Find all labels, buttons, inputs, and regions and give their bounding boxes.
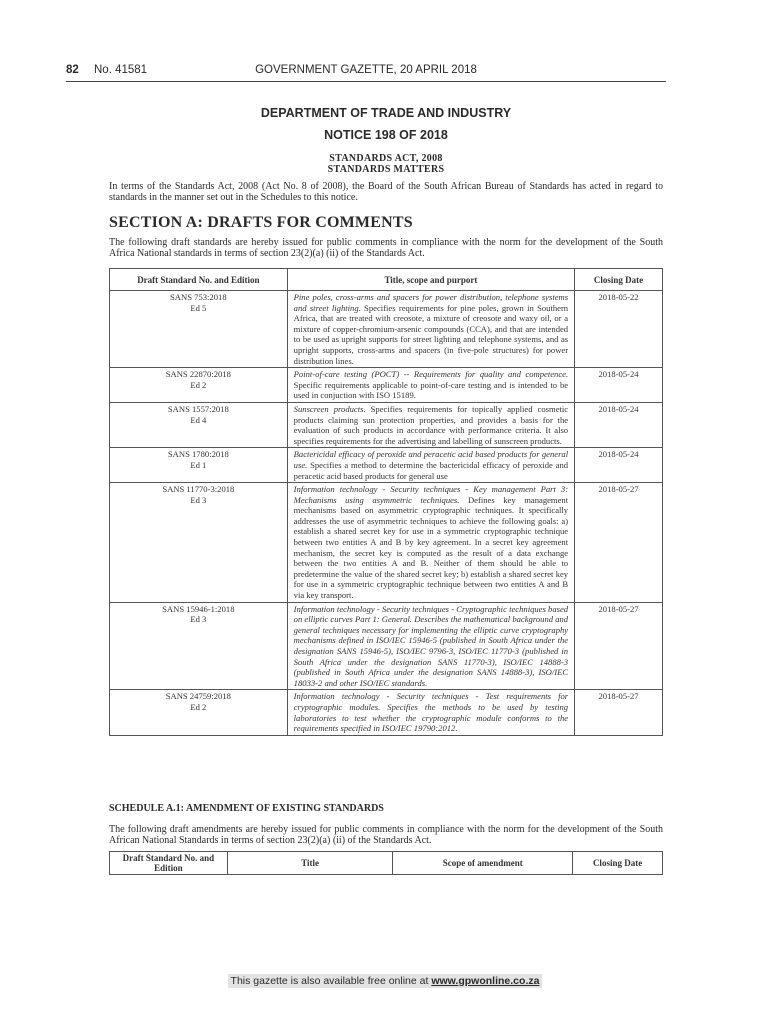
standard-cell bbox=[110, 291, 288, 368]
table-row bbox=[110, 291, 663, 368]
act-title: STANDARDS ACT, 2008 bbox=[329, 153, 443, 164]
title-scope-cell bbox=[287, 602, 574, 690]
standard-number: SANS 15946-1:2018 bbox=[162, 603, 235, 614]
standard-cell bbox=[110, 690, 288, 735]
amend-col-date: Closing Date bbox=[573, 852, 663, 875]
standard-title: Point-of-care testing (POCT) -- Requirements for quality and competence. bbox=[293, 369, 569, 380]
footer-text: This gazette is also available free online at bbox=[230, 975, 432, 987]
col-header-title: Title, scope and purport bbox=[287, 269, 574, 291]
standard-scope: Specifies a method to determine the bactericidal efficacy of peroxide and peracetic acid based products for general use bbox=[293, 459, 569, 481]
closing-date: 2018-05-22 bbox=[575, 291, 663, 368]
drafts-table bbox=[109, 268, 663, 736]
table-row bbox=[110, 690, 663, 735]
standard-scope: Specific requirements applicable to point-of-care testing and is intended to be used in conjuction with ISO 15189. bbox=[293, 379, 569, 401]
standard-title: Pine poles, cross-arms and spacers for power distribution, telephone systems and street lighting. bbox=[293, 292, 569, 313]
standard-edition: Ed 2 bbox=[190, 701, 207, 712]
amend-col-standard: Draft Standard No. and Edition bbox=[110, 852, 228, 875]
act-subtitle: STANDARDS MATTERS bbox=[327, 164, 445, 175]
standard-title: Information technology - Security techniques - Key management Part 3: Mechanisms using asymmetric techniques. bbox=[293, 484, 569, 505]
amendments-table bbox=[109, 851, 663, 875]
table-row bbox=[110, 602, 663, 690]
amend-col-title: Title bbox=[227, 852, 393, 875]
title-scope-cell bbox=[287, 368, 574, 403]
col-header-date: Closing Date bbox=[575, 269, 663, 291]
standard-edition: Ed 5 bbox=[190, 302, 207, 313]
standard-cell bbox=[110, 602, 288, 690]
footer-link[interactable]: www.gpwonline.co.za bbox=[431, 975, 540, 987]
title-scope-cell bbox=[287, 448, 574, 483]
page-number: 82 bbox=[66, 64, 79, 76]
department-title: DEPARTMENT OF TRADE AND INDUSTRY bbox=[260, 106, 512, 120]
standard-title: Information technology - Security techniques - Test requirements for cryptographic modules. Specifies the methods to be used by testing laboratories to test whether the cryptographic module conforms to the requirements specified in ISO/IEC 19790:2012. bbox=[293, 691, 569, 734]
table-row bbox=[110, 483, 663, 603]
closing-date: 2018-05-27 bbox=[575, 690, 663, 735]
notice-number: NOTICE 198 OF 2018 bbox=[324, 128, 448, 142]
closing-date: 2018-05-24 bbox=[575, 368, 663, 403]
standard-number: SANS 22870:2018 bbox=[165, 369, 231, 380]
standard-cell bbox=[110, 402, 288, 447]
standard-number: SANS 11770-3:2018 bbox=[162, 484, 235, 495]
standard-number: SANS 1780:2018 bbox=[167, 449, 229, 460]
gazette-title: GOVERNMENT GAZETTE, 20 APRIL 2018 bbox=[255, 64, 477, 76]
page-header bbox=[66, 64, 666, 78]
drafts-table-body bbox=[110, 291, 663, 736]
section-a-paragraph: The following draft standards are hereby issued for public comments in compliance with the norm for the development of the South Africa National standards in terms of section 23(2)(a) (ii) of the Standards Act. bbox=[109, 237, 663, 260]
header-rule bbox=[66, 81, 666, 82]
standard-edition: Ed 3 bbox=[190, 614, 207, 625]
standard-cell bbox=[110, 368, 288, 403]
table-row bbox=[110, 402, 663, 447]
intro-paragraph: In terms of the Standards Act, 2008 (Act No. 8 of 2008), the Board of the South African Bureau of Standards has acted in regard to standards in the manner set out in the Schedules to this notice. bbox=[109, 181, 663, 204]
title-scope-cell bbox=[287, 483, 574, 603]
section-a-heading: SECTION A: DRAFTS FOR COMMENTS bbox=[109, 214, 413, 231]
closing-date: 2018-05-24 bbox=[575, 448, 663, 483]
standard-scope: Specifies requirements for topically applied cosmetic products claiming sun protection properties, and provides a basis for the evaluation of such products in accordance with performance criteria. It also specifies requirements for the advertising and labelling of sunscreen products. bbox=[293, 403, 569, 446]
standard-number: SANS 24759:2018 bbox=[165, 691, 231, 702]
closing-date: 2018-05-27 bbox=[575, 602, 663, 690]
title-scope-cell bbox=[287, 402, 574, 447]
table-row bbox=[110, 448, 663, 483]
standard-title: Information technology - Security techniques - Cryptographic techniques based on elliptic curves Part 1: General. Describes the mathematical background and general techniques necessary for implementing the elliptic curve cryptography mechanisms defined in ISO/IEC 15946-5 (published in South Africa under the designation SANS 15946-5), ISO/IEC 9796-3, ISO/IEC 11770-3 (published in South Africa under the designation SANS 11770-3), ISO/IEC 14888-3 (published in South Africa under the designation SANS 14888-3), ISO/IEC 18033-2 and other ISO/IEC standards. bbox=[293, 603, 569, 688]
standard-title: Sunscreen products. bbox=[293, 403, 366, 414]
standard-edition: Ed 4 bbox=[190, 414, 207, 425]
standard-edition: Ed 3 bbox=[190, 494, 207, 505]
standard-edition: Ed 2 bbox=[190, 379, 207, 390]
schedule-a1-heading: SCHEDULE A.1: AMENDMENT OF EXISTING STANDARDS bbox=[109, 803, 384, 814]
title-scope-cell bbox=[287, 690, 574, 735]
standard-scope: Specifies requirements for pine poles, grown in Southern Africa, that are treated with creosote, a mixture of creosote and waxy oil, or a mixture of copper-chromium-arsenic compounds (CCA), and that are intended to be used as upright supports for street lighting and telephone systems, and as upright supports, cross-arms and spacers (in five-pole structures) for power distribution lines. bbox=[293, 302, 569, 366]
amend-col-scope: Scope of amendment bbox=[393, 852, 573, 875]
title-scope-cell bbox=[287, 291, 574, 368]
standard-edition: Ed 1 bbox=[190, 459, 207, 470]
standard-cell bbox=[110, 483, 288, 603]
closing-date: 2018-05-24 bbox=[575, 402, 663, 447]
standard-number: SANS 753:2018 bbox=[170, 292, 227, 302]
col-header-standard: Draft Standard No. and Edition bbox=[110, 269, 288, 291]
table-row bbox=[110, 368, 663, 403]
closing-date: 2018-05-27 bbox=[575, 483, 663, 603]
standard-title: Bactericidal efficacy of peroxide and peracetic acid based products for general use. bbox=[293, 449, 569, 470]
gazette-number: No. 41581 bbox=[94, 64, 148, 76]
standard-scope: Defines key management mechanisms based on asymmetric cryptographic techniques. It specifically addresses the use of asymmetric techniques to achieve the following goals: a) establish a shared secret key for use in a symmetric cryptographic technique between two entities A and B by key agreement. In a secret key agreement mechanism, the secret key is computed as the result of a data exchange between the two entities A and B. Neither of them should be able to predetermine the value of the shared secret key; b) establish a shared secret key for use in a symmetric cryptographic technique between two entities A and B via key transport. bbox=[293, 494, 569, 601]
footer-banner bbox=[228, 974, 542, 988]
schedule-a1-paragraph: The following draft amendments are hereby issued for public comments in compliance with the norm for the development of the South African National Standards in terms of section 23(2)(a) (ii) of the Standards Act. bbox=[109, 824, 663, 847]
standard-number: SANS 1557:2018 bbox=[167, 403, 229, 414]
standard-cell bbox=[110, 448, 288, 483]
